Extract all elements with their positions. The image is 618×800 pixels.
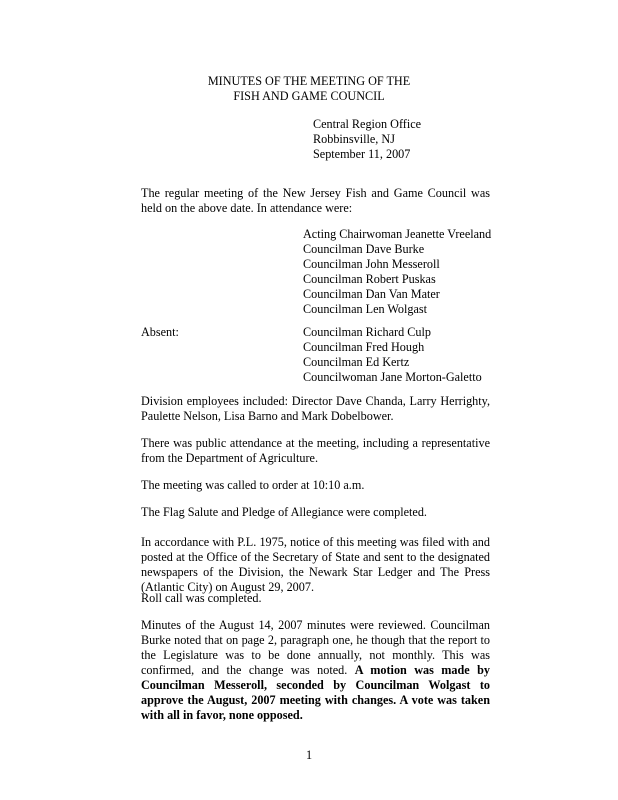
absentee: Councilman Fred Hough	[303, 340, 425, 354]
public-attendance-paragraph: There was public attendance at the meeting, including a representative from the Department of Agriculture.	[141, 436, 490, 465]
absentee: Councilman Ed Kertz	[303, 355, 410, 369]
document-title	[0, 74, 618, 104]
attendee: Councilman Dave Burke	[303, 242, 425, 256]
public-notice-paragraph: In accordance with P.L. 1975, notice of this meeting was filed with and posted at the Office of the Secretary of State and sent to the designated newspapers of the Division, the Newark Star Ledger and The Press (Atlantic City) on August 29, 2007.	[141, 535, 490, 594]
office-city: Robbinsville, NJ	[313, 132, 395, 146]
attendee: Acting Chairwoman Jeanette Vreeland	[303, 227, 492, 241]
absentee: Councilwoman Jane Morton-Galetto	[303, 370, 482, 384]
title-line-2: FISH AND GAME COUNCIL	[233, 89, 385, 103]
meeting-date: September 11, 2007	[313, 147, 411, 161]
employees-paragraph: Division employees included: Director Dave Chanda, Larry Herrighty, Paulette Nelson, Lisa Barno and Mark Dobelbower.	[141, 394, 490, 423]
page-number: 1	[305, 748, 313, 762]
meeting-location-block	[313, 117, 421, 162]
call-to-order-paragraph: The meeting was called to order at 10:10 a.m.	[141, 478, 365, 492]
intro-paragraph: The regular meeting of the New Jersey Fish and Game Council was held on the above date. In attendance were:	[141, 186, 490, 215]
minutes-review-text: Minutes of the August 14, 2007 minutes were reviewed. Councilman Burke noted that on page 2, paragraph one, he though that the report to the Legislature was to be done annually, not monthly. This was confirmed, and the change was noted.	[141, 618, 490, 677]
motion-text: A motion was made by Councilman Messeroll, seconded by Councilman Wolgast to approve the August, 2007 meeting with changes. A vote was taken with all in favor, none opposed.	[141, 663, 490, 722]
absent-list	[303, 325, 482, 385]
absent-label: Absent:	[141, 325, 179, 339]
flag-salute-paragraph: The Flag Salute and Pledge of Allegiance were completed.	[141, 505, 427, 519]
office-name: Central Region Office	[313, 117, 422, 131]
roll-call-paragraph: Roll call was completed.	[141, 591, 262, 605]
attendee: Councilman Robert Puskas	[303, 272, 436, 286]
attendee: Councilman John Messeroll	[303, 257, 440, 271]
attendee: Councilman Dan Van Mater	[303, 287, 440, 301]
minutes-review-paragraph	[141, 618, 490, 723]
title-line-1: MINUTES OF THE MEETING OF THE	[207, 74, 411, 88]
attendee: Councilman Len Wolgast	[303, 302, 428, 316]
attendance-list	[303, 227, 491, 317]
absentee: Councilman Richard Culp	[303, 325, 431, 339]
